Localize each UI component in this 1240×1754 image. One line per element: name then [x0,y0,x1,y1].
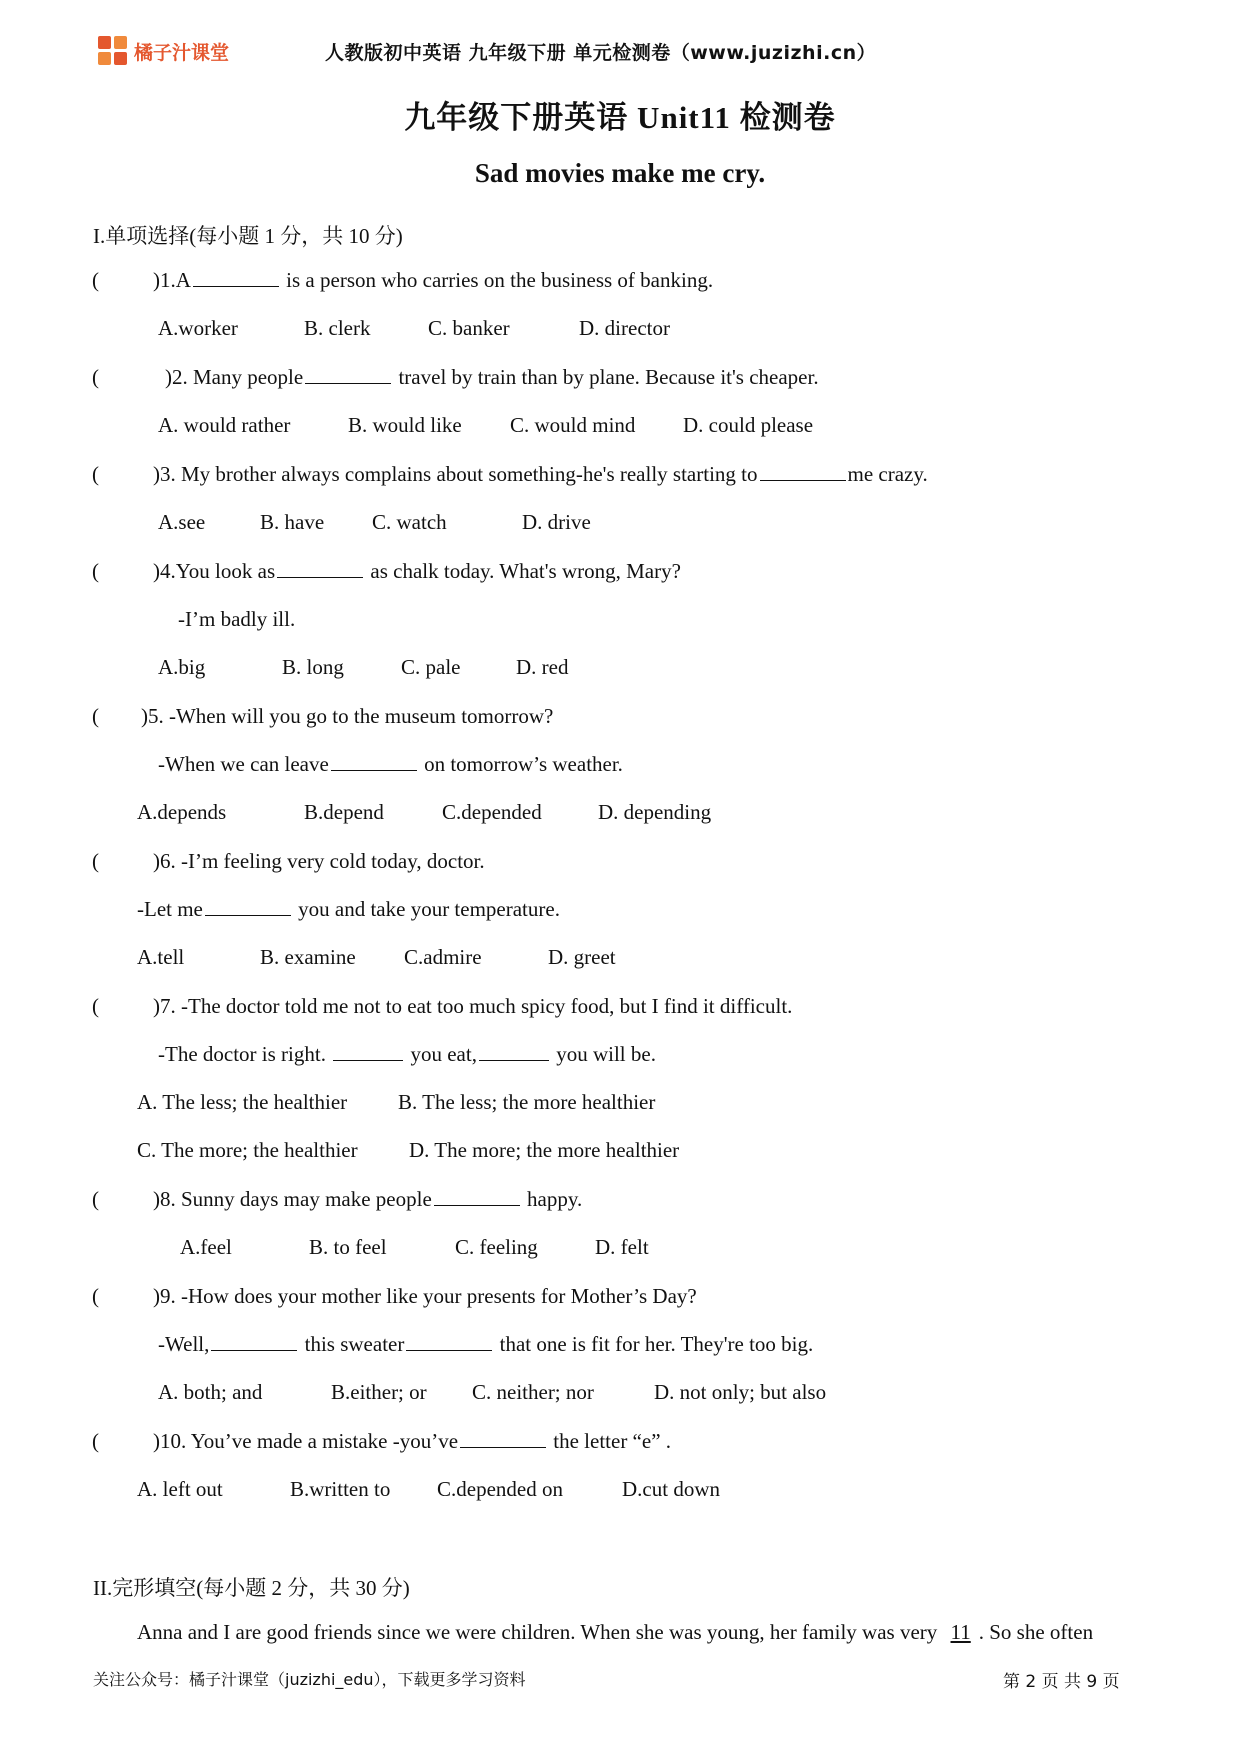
answer-bracket: ( [92,704,99,728]
option: C. neither; nor [472,1380,594,1404]
option: B. The less; the more healthier [398,1090,656,1114]
answer-bracket: ( [92,1187,99,1211]
question-2-text: )2. Many people travel by train than by plane. Because it's cheaper. [165,365,819,389]
answer-blank [760,462,846,481]
answer-bracket: ( [92,268,99,292]
option: D. could please [683,413,814,437]
option: B.written to [290,1477,391,1501]
question-3-text: )3. My brother always complains about something-he's really starting to me crazy. [153,462,928,486]
question-9-answer-line: -Well, this sweater that one is fit for her. They're too big. [158,1332,814,1356]
option: C. would mind [510,413,636,437]
page-header [0,0,1240,90]
answer-blank [331,752,417,771]
question-9-text: )9. -How does your mother like your presents for Mother’s Day? [153,1284,697,1308]
option: B. would like [348,413,462,437]
cloze-paragraph: Anna and I are good friends since we were children. When she was young, her family was very 11 . So she often [137,1620,1094,1644]
brand-logo [98,34,248,70]
answer-blank [305,365,391,384]
option: C. banker [428,316,510,340]
option: D. greet [548,945,616,969]
option: A.big [158,655,206,679]
answer-blank [211,1332,297,1351]
option: B.either; or [331,1380,427,1404]
question-4-text: )4.You look as as chalk today. What's wrong, Mary? [153,559,681,583]
answer-blank [193,268,279,287]
cloze-blank-number: 11 [950,1620,971,1644]
option: D. The more; the more healthier [409,1138,680,1162]
option: B. to feel [309,1235,387,1259]
answer-bracket: ( [92,559,99,583]
question-5-answer-line: -When we can leave on tomorrow’s weather. [158,752,623,776]
option: A.depends [137,800,227,824]
answer-bracket: ( [92,849,99,873]
answer-blank [434,1187,520,1206]
section-2-title: II.完形填空(每小题 2 分，共 30 分) [93,1576,410,1600]
option: D. director [579,316,670,340]
option: C. The more; the healthier [137,1138,358,1162]
option: A.see [158,510,206,534]
option: A.feel [180,1235,232,1259]
answer-blank [277,559,363,578]
option: D. red [516,655,569,679]
document-title: 九年级下册英语 Unit11 检测卷 [404,100,836,135]
footer-note: 关注公众号：橘子汁课堂（juzizhi_edu），下载更多学习资料 [93,1670,526,1689]
option: D. depending [598,800,712,824]
option: D. not only; but also [654,1380,827,1404]
question-6-text: )6. -I’m feeling very cold today, doctor. [153,849,485,873]
logo-text: 橘子汁课堂 [134,42,230,64]
question-6-answer-line: -Let me you and take your temperature. [137,897,560,921]
option: B. examine [260,945,356,969]
option: B. clerk [304,316,371,340]
answer-blank [479,1042,549,1061]
option: C.depended [442,800,542,824]
answer-bracket: ( [92,365,99,389]
option: B. have [260,510,325,534]
question-10-text: )10. You’ve made a mistake -you’ve the letter “e” . [153,1429,672,1453]
option: A.tell [137,945,185,969]
answer-blank [460,1429,546,1448]
answer-blank [205,897,291,916]
question-4-answer-line: -I’m badly ill. [178,607,296,631]
section-1-title: I.单项选择(每小题 1 分，共 10 分) [93,224,403,248]
question-7-text: )7. -The doctor told me not to eat too much spicy food, but I find it difficult. [153,994,793,1018]
option: C. feeling [455,1235,538,1259]
question-5-text: )5. -When will you go to the museum tomorrow? [141,704,554,728]
option: B.depend [304,800,384,824]
option: D. drive [522,510,591,534]
page-number: 第 2 页 共 9 页 [1003,1672,1120,1692]
logo-mark-icon [98,36,128,66]
question-1-text: )1.A is a person who carries on the business of banking. [153,268,714,292]
document-subtitle: Sad movies make me cry. [474,158,766,188]
option: A. left out [137,1477,223,1501]
answer-bracket: ( [92,994,99,1018]
option: D. felt [595,1235,649,1259]
header-title: 人教版初中英语 九年级下册 单元检测卷（www.juzizhi.cn） [325,42,877,64]
option: C.depended on [437,1477,563,1501]
answer-blank [333,1042,403,1061]
option: C. pale [401,655,461,679]
option: A. both; and [158,1380,263,1404]
answer-blank [406,1332,492,1351]
answer-bracket: ( [92,1429,99,1453]
option: A. would rather [158,413,291,437]
option: B. long [282,655,344,679]
question-7-answer-line: -The doctor is right. you eat, you will be. [158,1042,656,1066]
answer-bracket: ( [92,1284,99,1308]
option: A. The less; the healthier [137,1090,348,1114]
option: D.cut down [622,1477,720,1501]
answer-bracket: ( [92,462,99,486]
option: A.worker [158,316,238,340]
question-8-text: )8. Sunny days may make people happy. [153,1187,583,1211]
option: C.admire [404,945,482,969]
option: C. watch [372,510,447,534]
